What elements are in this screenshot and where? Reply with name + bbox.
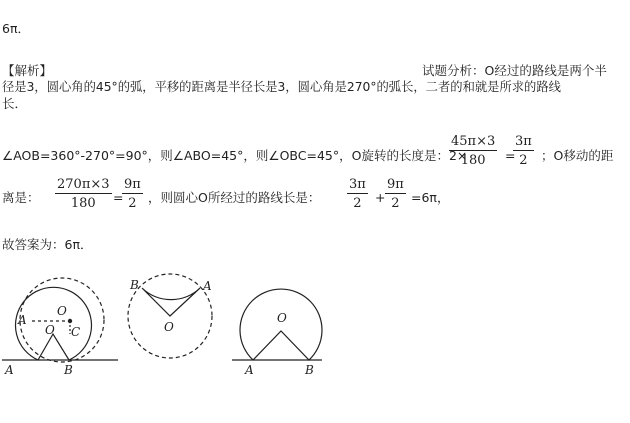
fraction-numerator: 9π bbox=[124, 177, 141, 192]
analysis-line-3: 长． bbox=[2, 96, 28, 111]
analysis-line-2: 径是3，圆心角的45°的弧，平移的距离是半径长是3，圆心角是270°的弧长，二者的和就是所求的路线 bbox=[2, 80, 561, 94]
answer-line: 故答案为：6π． bbox=[2, 237, 93, 252]
section-label: 【解析】 bbox=[2, 63, 53, 78]
plus-sign: + bbox=[375, 190, 386, 205]
fraction-numerator: 45π×3 bbox=[451, 134, 496, 149]
equals-sign: = bbox=[113, 190, 124, 205]
label-o-upper: O bbox=[57, 304, 67, 318]
fraction-denominator: 180 bbox=[70, 196, 96, 211]
label-c: C bbox=[71, 325, 81, 339]
label-b-3: B bbox=[305, 363, 314, 377]
label-a-2: A bbox=[203, 279, 212, 293]
label-o-3: O bbox=[277, 311, 287, 325]
fraction-numerator: 270π×3 bbox=[57, 177, 110, 192]
center-dot bbox=[68, 319, 71, 322]
fraction-numerator: 3π bbox=[349, 177, 366, 192]
fraction-numerator: 9π bbox=[387, 177, 404, 192]
analysis-line-5a: 离是： bbox=[2, 190, 40, 205]
analysis-line-5b: ，则圆心O所经过的路线长是： bbox=[148, 190, 321, 205]
sector-2 bbox=[142, 288, 200, 316]
label-a-3: A bbox=[245, 363, 254, 377]
top-answer: 6π． bbox=[2, 21, 30, 36]
fraction-denominator: 2 bbox=[519, 153, 528, 168]
fraction-denominator: 2 bbox=[391, 196, 400, 211]
figure-2 bbox=[128, 274, 212, 358]
label-a-upper: A bbox=[18, 313, 27, 327]
analysis-line-4b: ；O移动的距 bbox=[541, 148, 614, 163]
label-b-ground: B bbox=[64, 363, 73, 377]
fraction-denominator: 2 bbox=[353, 196, 362, 211]
analysis-line-4a: ∠AOB=360°-270°=90°，则∠ABO=45°，则∠OBC=45°，O旋转的长度是：2× bbox=[2, 148, 468, 163]
equals-sign: = bbox=[505, 148, 516, 163]
label-o-2: O bbox=[164, 320, 174, 334]
fraction-denominator: 180 bbox=[460, 153, 486, 168]
fraction-numerator: 3π bbox=[515, 134, 532, 149]
label-a-ground: A bbox=[5, 363, 14, 377]
label-b-2: B bbox=[130, 278, 139, 292]
fraction-denominator: 2 bbox=[128, 196, 137, 211]
analysis-line-5c: =6π， bbox=[411, 190, 450, 205]
analysis-prefix: 试题分析：O经过的路线是两个半 bbox=[422, 63, 607, 78]
label-o-lower: O bbox=[45, 323, 55, 337]
